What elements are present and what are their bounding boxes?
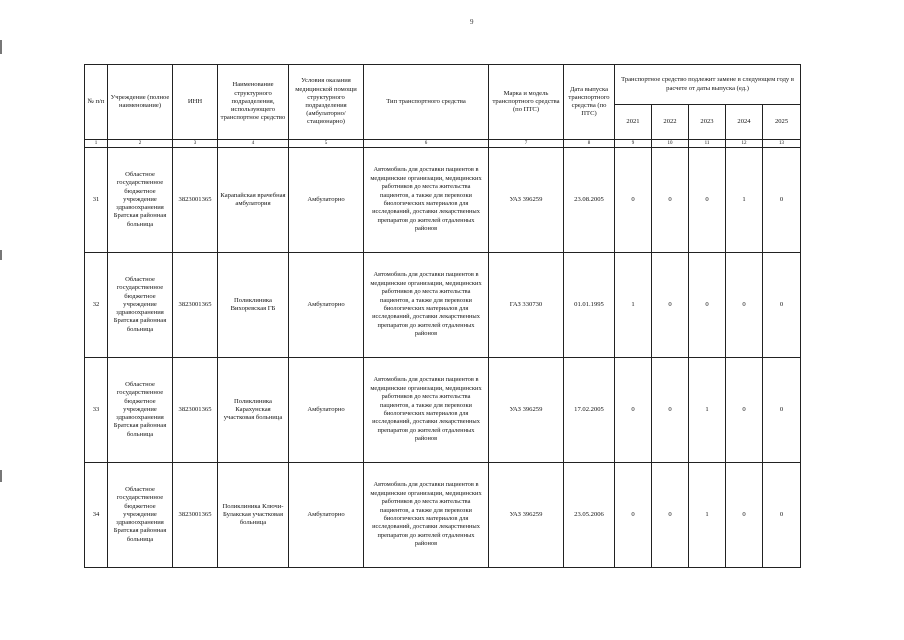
table-row — [85, 253, 801, 358]
scan-artifact — [0, 40, 2, 54]
header-year: 2023 — [689, 105, 726, 140]
row-year-value: 0 — [726, 358, 763, 463]
row-conditions: Амбулаторно — [289, 358, 364, 463]
row-conditions: Амбулаторно — [289, 253, 364, 358]
column-number: 4 — [218, 140, 289, 148]
row-subdivision: Поликлиника Карахунская участковая больница — [218, 358, 289, 463]
row-institution: Областное государственное бюджетное учреждение здравоохранения Братская районная больница — [108, 148, 173, 253]
header-model: Марка и модель транспортного средства (по ПТС) — [489, 65, 564, 140]
row-year-value: 0 — [763, 253, 801, 358]
row-year-value: 0 — [763, 148, 801, 253]
row-conditions: Амбулаторно — [289, 463, 364, 568]
row-model: УАЗ 396259 — [489, 463, 564, 568]
row-vehicle-type: Автомобиль для доставки пациентов в медицинские организации, медицинских работников до места жительства пациентов, а также для перевозки биологических материалов для исследований, доставки лекарственных препаратов до жителей отдаленных районов — [364, 253, 489, 358]
row-release-date: 17.02.2005 — [564, 358, 615, 463]
row-year-value: 0 — [763, 358, 801, 463]
table-row — [85, 358, 801, 463]
row-inn: 3823001365 — [173, 253, 218, 358]
row-conditions: Амбулаторно — [289, 148, 364, 253]
header-year: 2024 — [726, 105, 763, 140]
column-number: 11 — [689, 140, 726, 148]
column-number: 7 — [489, 140, 564, 148]
row-inn: 3823001365 — [173, 358, 218, 463]
row-release-date: 23.05.2006 — [564, 463, 615, 568]
row-model: УАЗ 396259 — [489, 148, 564, 253]
column-number: 13 — [763, 140, 801, 148]
row-num: 32 — [85, 253, 108, 358]
row-year-value: 0 — [615, 463, 652, 568]
row-vehicle-type: Автомобиль для доставки пациентов в медицинские организации, медицинских работников до места жительства пациентов, а также для перевозки биологических материалов для исследований, доставки лекарственных препаратов до жителей отдаленных районов — [364, 358, 489, 463]
row-year-value: 0 — [615, 148, 652, 253]
header-subdivision: Наименование структурного подразделения, использующего транспортное средство — [218, 65, 289, 140]
column-number: 2 — [108, 140, 173, 148]
header-conditions: Условия оказания медицинской помощи структурного подразделения (амбулаторно/стационарно) — [289, 65, 364, 140]
row-release-date: 23.08.2005 — [564, 148, 615, 253]
row-num: 34 — [85, 463, 108, 568]
row-subdivision: Поликлиника Вихоревская ГБ — [218, 253, 289, 358]
column-number: 9 — [615, 140, 652, 148]
row-model: ГАЗ 330730 — [489, 253, 564, 358]
row-year-value: 0 — [652, 463, 689, 568]
row-year-value: 0 — [763, 463, 801, 568]
scan-artifact — [0, 470, 2, 482]
row-model: УАЗ 396259 — [489, 358, 564, 463]
row-inn: 3823001365 — [173, 148, 218, 253]
header-inn: ИНН — [173, 65, 218, 140]
table-row — [85, 148, 801, 253]
row-year-value: 0 — [652, 253, 689, 358]
header-year: 2025 — [763, 105, 801, 140]
row-institution: Областное государственное бюджетное учреждение здравоохранения Братская районная больница — [108, 463, 173, 568]
vehicle-replacement-table — [84, 64, 801, 568]
row-vehicle-type: Автомобиль для доставки пациентов в медицинские организации, медицинских работников до места жительства пациентов, а также для перевозки биологических материалов для исследований, доставки лекарственных препаратов до жителей отдаленных районов — [364, 148, 489, 253]
header-num: № п/п — [85, 65, 108, 140]
row-vehicle-type: Автомобиль для доставки пациентов в медицинские организации, медицинских работников до места жительства пациентов, а также для перевозки биологических материалов для исследований, доставки лекарственных препаратов до жителей отдаленных районов — [364, 463, 489, 568]
row-num: 31 — [85, 148, 108, 253]
row-year-value: 0 — [726, 253, 763, 358]
column-number: 5 — [289, 140, 364, 148]
column-number: 8 — [564, 140, 615, 148]
row-year-value: 0 — [615, 358, 652, 463]
header-release-date: Дата выпуска транспортного средства (по ПТС) — [564, 65, 615, 140]
scan-artifact — [0, 250, 2, 260]
row-institution: Областное государственное бюджетное учреждение здравоохранения Братская районная больница — [108, 358, 173, 463]
header-year: 2022 — [652, 105, 689, 140]
header-vehicle-type: Тип транспортного средства — [364, 65, 489, 140]
table-row — [85, 463, 801, 568]
row-year-value: 1 — [615, 253, 652, 358]
row-num: 33 — [85, 358, 108, 463]
column-number: 3 — [173, 140, 218, 148]
column-number: 6 — [364, 140, 489, 148]
row-year-value: 0 — [689, 148, 726, 253]
row-subdivision: Карапайская врачебная амбулатория — [218, 148, 289, 253]
column-number: 10 — [652, 140, 689, 148]
column-number-row — [85, 140, 801, 148]
row-release-date: 01.01.1995 — [564, 253, 615, 358]
header-institution: Учреждение (полное наименование) — [108, 65, 173, 140]
row-year-value: 0 — [726, 463, 763, 568]
row-subdivision: Поликлиника Ключи-Булакская участковая больница — [218, 463, 289, 568]
row-year-value: 1 — [689, 358, 726, 463]
row-year-value: 0 — [689, 253, 726, 358]
row-year-value: 0 — [652, 148, 689, 253]
header-replacement-group: Транспортное средство подлежит замене в следующем году в расчете от даты выпуска (ед.) — [615, 65, 801, 105]
page-number: 9 — [470, 18, 474, 26]
header-year: 2021 — [615, 105, 652, 140]
row-year-value: 0 — [652, 358, 689, 463]
row-inn: 3823001365 — [173, 463, 218, 568]
column-number: 1 — [85, 140, 108, 148]
row-year-value: 1 — [689, 463, 726, 568]
column-number: 12 — [726, 140, 763, 148]
row-institution: Областное государственное бюджетное учреждение здравоохранения Братская районная больница — [108, 253, 173, 358]
row-year-value: 1 — [726, 148, 763, 253]
